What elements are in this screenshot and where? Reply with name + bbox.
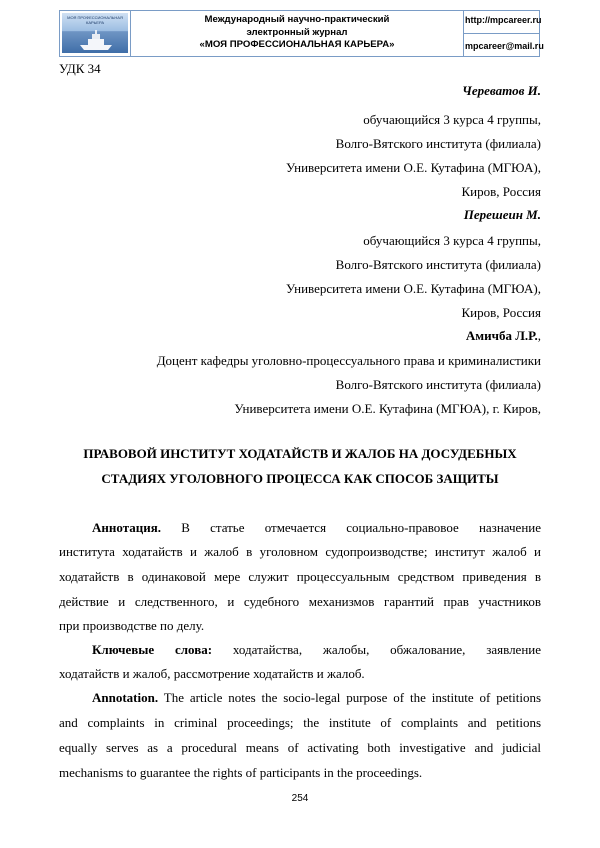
- author-affiliation-line: обучающийся 3 курса 4 группы,: [363, 233, 541, 248]
- author-affiliation-line: Волго-Вятского института (филиала): [335, 377, 541, 392]
- annotation-en-text: The article notes the socio-legal purpose of the institute of petitions: [163, 690, 542, 705]
- annotation-en-label: Annotation.: [92, 690, 159, 705]
- author-affiliation-line: Университета имени О.Е. Кутафина (МГЮА),: [286, 281, 541, 296]
- ship-icon: [78, 29, 114, 51]
- annotation-ru-line: ходатайств в одинаковой мере служит процессуальным средством приведения в: [59, 569, 541, 584]
- journal-url-link[interactable]: http://mpcareer.ru: [465, 15, 542, 25]
- annotation-en-line: and complaints in criminal proceedings; the institute of complaints and petitions: [59, 715, 541, 730]
- keywords-ru-line: ходатайств и жалоб, рассмотрение ходатайств и жалоб.: [59, 666, 365, 681]
- annotation-en-first-line: [92, 690, 541, 706]
- author-affiliation-line: Киров, Россия: [461, 184, 541, 199]
- author-affiliation-line: Доцент кафедры уголовно-процессуального права и криминалистики: [156, 353, 541, 368]
- author-affiliation-line: обучающийся 3 курса 4 группы,: [363, 112, 541, 127]
- journal-title-line: Международный научно-практический: [204, 14, 390, 25]
- article-title-line: ПРАВОВОЙ ИНСТИТУТ ХОДАТАЙСТВ И ЖАЛОБ НА ДОСУДЕБНЫХ: [83, 446, 517, 461]
- keywords-ru-first-line: [92, 642, 541, 658]
- journal-title: [132, 14, 462, 52]
- journal-title-line: электронный журнал: [246, 26, 348, 38]
- author-affiliation-line: Киров, Россия: [461, 305, 541, 320]
- journal-header: [59, 10, 544, 57]
- article-title-line: СТАДИЯХ УГОЛОВНОГО ПРОЦЕССА КАК СПОСОБ ЗАЩИТЫ: [101, 471, 499, 486]
- annotation-ru-line: действие и следственного, и судебного механизмов гарантий прав участников: [59, 594, 541, 609]
- annotation-ru-label: Аннотация.: [92, 520, 162, 535]
- author-affiliation-line: Университета имени О.Е. Кутафина (МГЮА),: [286, 160, 541, 175]
- keywords-ru-text: ходатайства, жалобы, обжалование, заявление: [232, 642, 542, 657]
- udk-code: УДК 34: [59, 61, 101, 76]
- annotation-ru-text: В статье отмечается социально-правовое назначение: [181, 520, 542, 535]
- annotation-ru-first-line: [92, 520, 541, 536]
- author-name: Череватов И.: [462, 83, 541, 98]
- header-divider: [130, 11, 131, 56]
- author-affiliation-line: Университета имени О.Е. Кутафина (МГЮА), г. Киров,: [234, 401, 541, 416]
- header-divider: [463, 33, 539, 34]
- annotation-en-line: equally serves as a procedural means of activating both investigative and judicial: [59, 740, 541, 755]
- annotation-en-line: mechanisms to guarantee the rights of participants in the proceedings.: [59, 765, 423, 780]
- logo-text: МОЯ ПРОФЕССИОНАЛЬНАЯ КАРЬЕРА: [67, 15, 123, 25]
- author-affiliation-line: Волго-Вятского института (филиала): [335, 257, 541, 272]
- author-name-suffix: ,: [537, 328, 541, 343]
- author-name: Амичба Л.Р.: [465, 328, 538, 343]
- annotation-ru-line: института ходатайств и жалоб в уголовном судопроизводстве; институт жалоб и: [59, 544, 541, 559]
- author-name-block: [466, 328, 541, 344]
- journal-title-line: «МОЯ ПРОФЕССИОНАЛЬНАЯ КАРЬЕРА»: [199, 39, 395, 50]
- annotation-ru-line: при производстве по делу.: [59, 618, 205, 633]
- keywords-ru-label: Ключевые слова:: [92, 642, 213, 657]
- journal-email-link[interactable]: mpcareer@mail.ru: [465, 41, 544, 51]
- journal-logo: [62, 13, 128, 53]
- author-name: Перешеин М.: [463, 207, 541, 222]
- author-affiliation-line: Волго-Вятского института (филиала): [335, 136, 541, 151]
- page-number: 254: [291, 793, 309, 804]
